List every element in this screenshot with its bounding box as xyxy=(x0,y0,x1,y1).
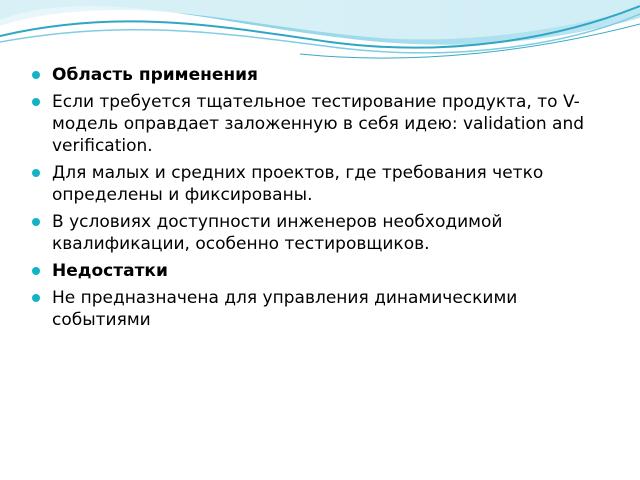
bullet-dot-icon xyxy=(32,294,40,302)
bullet-item xyxy=(30,91,610,157)
bullet-section-application xyxy=(30,64,610,86)
bullet-text: Недостатки xyxy=(52,261,168,281)
bullet-item xyxy=(30,162,610,206)
bullet-dot-icon xyxy=(32,98,40,106)
bullet-text: Не предназначена для управления динамическими событиями xyxy=(52,288,518,330)
bullet-dot-icon xyxy=(32,169,40,177)
bullet-text: Для малых и средних проектов, где требования четко определены и фиксированы. xyxy=(52,163,544,205)
bullet-section-disadvantages xyxy=(30,260,610,282)
bullet-dot-icon xyxy=(32,267,40,275)
bullet-item xyxy=(30,287,610,331)
bullet-text: В условиях доступности инженеров необходимой квалификации, особенно тестировщиков. xyxy=(52,212,503,254)
wave-banner xyxy=(0,0,640,70)
bullet-text: Если требуется тщательное тестирование продукта, то V-модель оправдает заложенную в себя идею: validation and verification. xyxy=(52,92,585,156)
bullet-dot-icon xyxy=(32,218,40,226)
bullet-item xyxy=(30,211,610,255)
bullet-list xyxy=(30,64,610,336)
bullet-text: Область применения xyxy=(52,65,258,85)
bullet-dot-icon xyxy=(32,71,40,79)
